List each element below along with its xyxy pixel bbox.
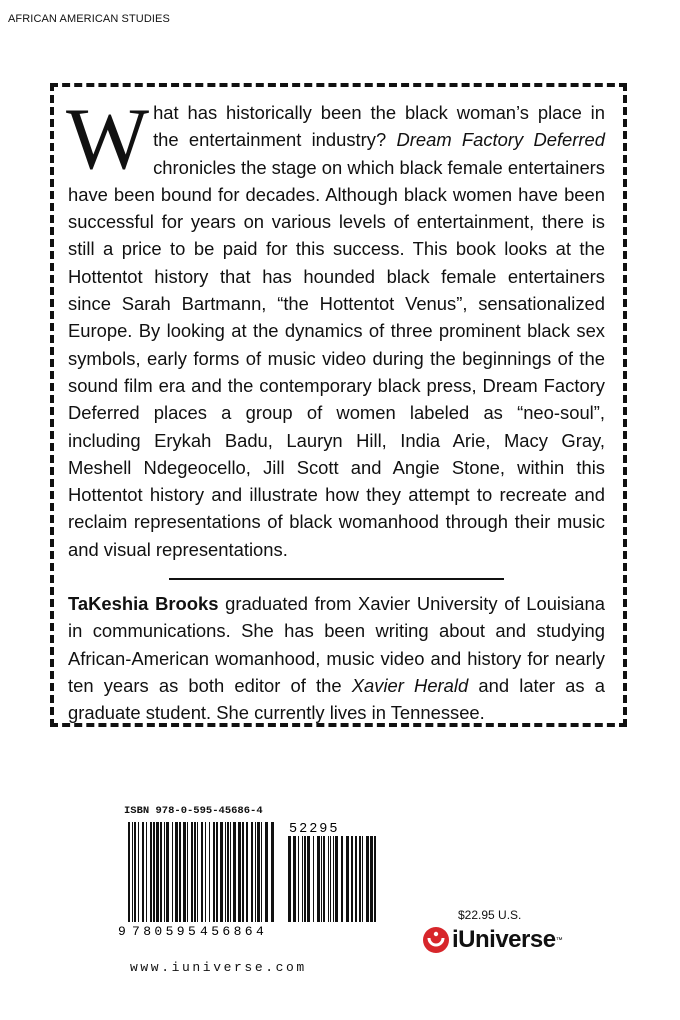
barcode-bar [150, 822, 152, 922]
barcode-bar [302, 836, 303, 922]
barcode-bar [142, 822, 144, 922]
barcode-bar [172, 822, 173, 922]
iuniverse-logo-icon [422, 926, 450, 954]
description-text-2: chronicles the stage on which black female entertainers have been bound for decades. Although black women have been successful for years on various levels of entertainment, there is still a price to be paid for this success. This book looks at the Hottentot history that has hounded black female entertainers since Sarah Bartmann, “the Hottentot Venus”, sensationalized Europe. By looking at the dynamics of three prominent black sex symbols, early forms of music video during the beginnings of the sound film era and the contemporary black press, Dream Factory Deferred places a group of women labeled as “neo-soul”, including Erykah Badu, Lauryn Hill, India Arie, Macy Gray, Meshell Ndegeocello, Jill Scott and Angie Stone, within this Hottentot history and illustrate how they attempt to recreate and reclaim representations of black womanhood through their music and visual representations. [68, 156, 605, 560]
barcode-bar [323, 836, 325, 922]
barcode-bar [160, 822, 162, 922]
category-label: AFRICAN AMERICAN STUDIES [8, 13, 170, 25]
barcode-bar [251, 822, 253, 922]
barcode-bar [183, 822, 186, 922]
barcode-bar [341, 836, 343, 922]
bio-text-1: graduated from Xavier University of Louisiana in communications. She has been writing about and studying African-American womanhood, music video and history for nearly ten years as both editor of the [68, 593, 605, 696]
barcode-bar [179, 822, 181, 922]
trademark-symbol: ™ [555, 936, 563, 944]
barcode-bar [307, 836, 310, 922]
barcode-bar [304, 836, 306, 922]
barcode-bar [362, 836, 363, 922]
book-title-italic: Dream Factory Deferred [396, 129, 605, 151]
barcode-bar [132, 822, 133, 922]
barcode-digit-first: 9 [118, 924, 126, 939]
barcode-bar [230, 822, 231, 922]
author-bio [68, 590, 605, 726]
description-text-1: hat has historically been the black woman’s place in the entertainment industry? [153, 102, 605, 151]
barcode-bar [156, 822, 159, 922]
barcode-bars-main [128, 822, 274, 922]
barcode-bar [257, 822, 260, 922]
barcode-bar [166, 822, 169, 922]
barcode-bar [134, 822, 136, 922]
barcode-bar [330, 836, 331, 922]
barcode-bar [233, 822, 236, 922]
bio-text-2: and later as a graduate student. She currently lives in Tennessee. [68, 674, 605, 724]
barcode-bars-addon [288, 836, 376, 922]
barcode-bar [335, 836, 338, 922]
barcode-bar [213, 822, 215, 922]
barcode-bar [355, 836, 357, 922]
barcode-bar [351, 836, 353, 922]
isbn-barcode [118, 818, 386, 942]
publisher-logo [422, 926, 563, 954]
barcode-bar [271, 822, 274, 922]
publisher-name: iUniverse [452, 926, 556, 953]
barcode-bar [261, 822, 262, 922]
barcode-bar [128, 822, 130, 922]
barcode-bar [246, 822, 248, 922]
barcode-bar [321, 836, 322, 922]
price-label: $22.95 U.S. [458, 908, 522, 922]
barcode-bar [328, 836, 329, 922]
barcode-bar [220, 822, 223, 922]
barcode-digits-right: 456864 [200, 924, 268, 939]
barcode-bar [209, 822, 210, 922]
description-box [50, 83, 627, 727]
barcode-bar [238, 822, 241, 922]
publisher-website: www.iuniverse.com [130, 960, 307, 975]
barcode-bar [333, 836, 334, 922]
barcode-bar [225, 822, 226, 922]
barcode-bar [374, 836, 376, 922]
barcode-bar [370, 836, 373, 922]
newspaper-name: Xavier Herald [351, 674, 469, 696]
barcode-bar [216, 822, 218, 922]
drop-cap: W [66, 91, 150, 188]
section-divider [169, 578, 504, 580]
barcode-bar [187, 822, 188, 922]
barcode-bar [346, 836, 349, 922]
barcode-bar [191, 822, 193, 922]
barcode-bar [242, 822, 244, 922]
barcode-bar [255, 822, 256, 922]
barcode-bar [138, 822, 139, 922]
barcode-bar [164, 822, 165, 922]
barcode-digits-left: 780595 [132, 924, 200, 939]
barcode-bar [313, 836, 314, 922]
barcode-bar [293, 836, 296, 922]
barcode-bar [288, 836, 291, 922]
barcode-bar [359, 836, 361, 922]
barcode-bar [201, 822, 203, 922]
barcode-bar [175, 822, 178, 922]
barcode-bar [205, 822, 206, 922]
barcode-bar [265, 822, 268, 922]
price-code-digits: 52295 [289, 822, 340, 837]
barcode-bar [153, 822, 155, 922]
barcode-bar [317, 836, 320, 922]
book-description [66, 91, 605, 563]
barcode-bar [146, 822, 147, 922]
barcode-bar [194, 822, 196, 922]
barcode-bar [298, 836, 299, 922]
barcode-bar [227, 822, 229, 922]
isbn-label: ISBN 978-0-595-45686-4 [124, 805, 263, 817]
author-name: TaKeshia Brooks [68, 593, 219, 615]
barcode-bar [197, 822, 198, 922]
barcode-bar [366, 836, 369, 922]
